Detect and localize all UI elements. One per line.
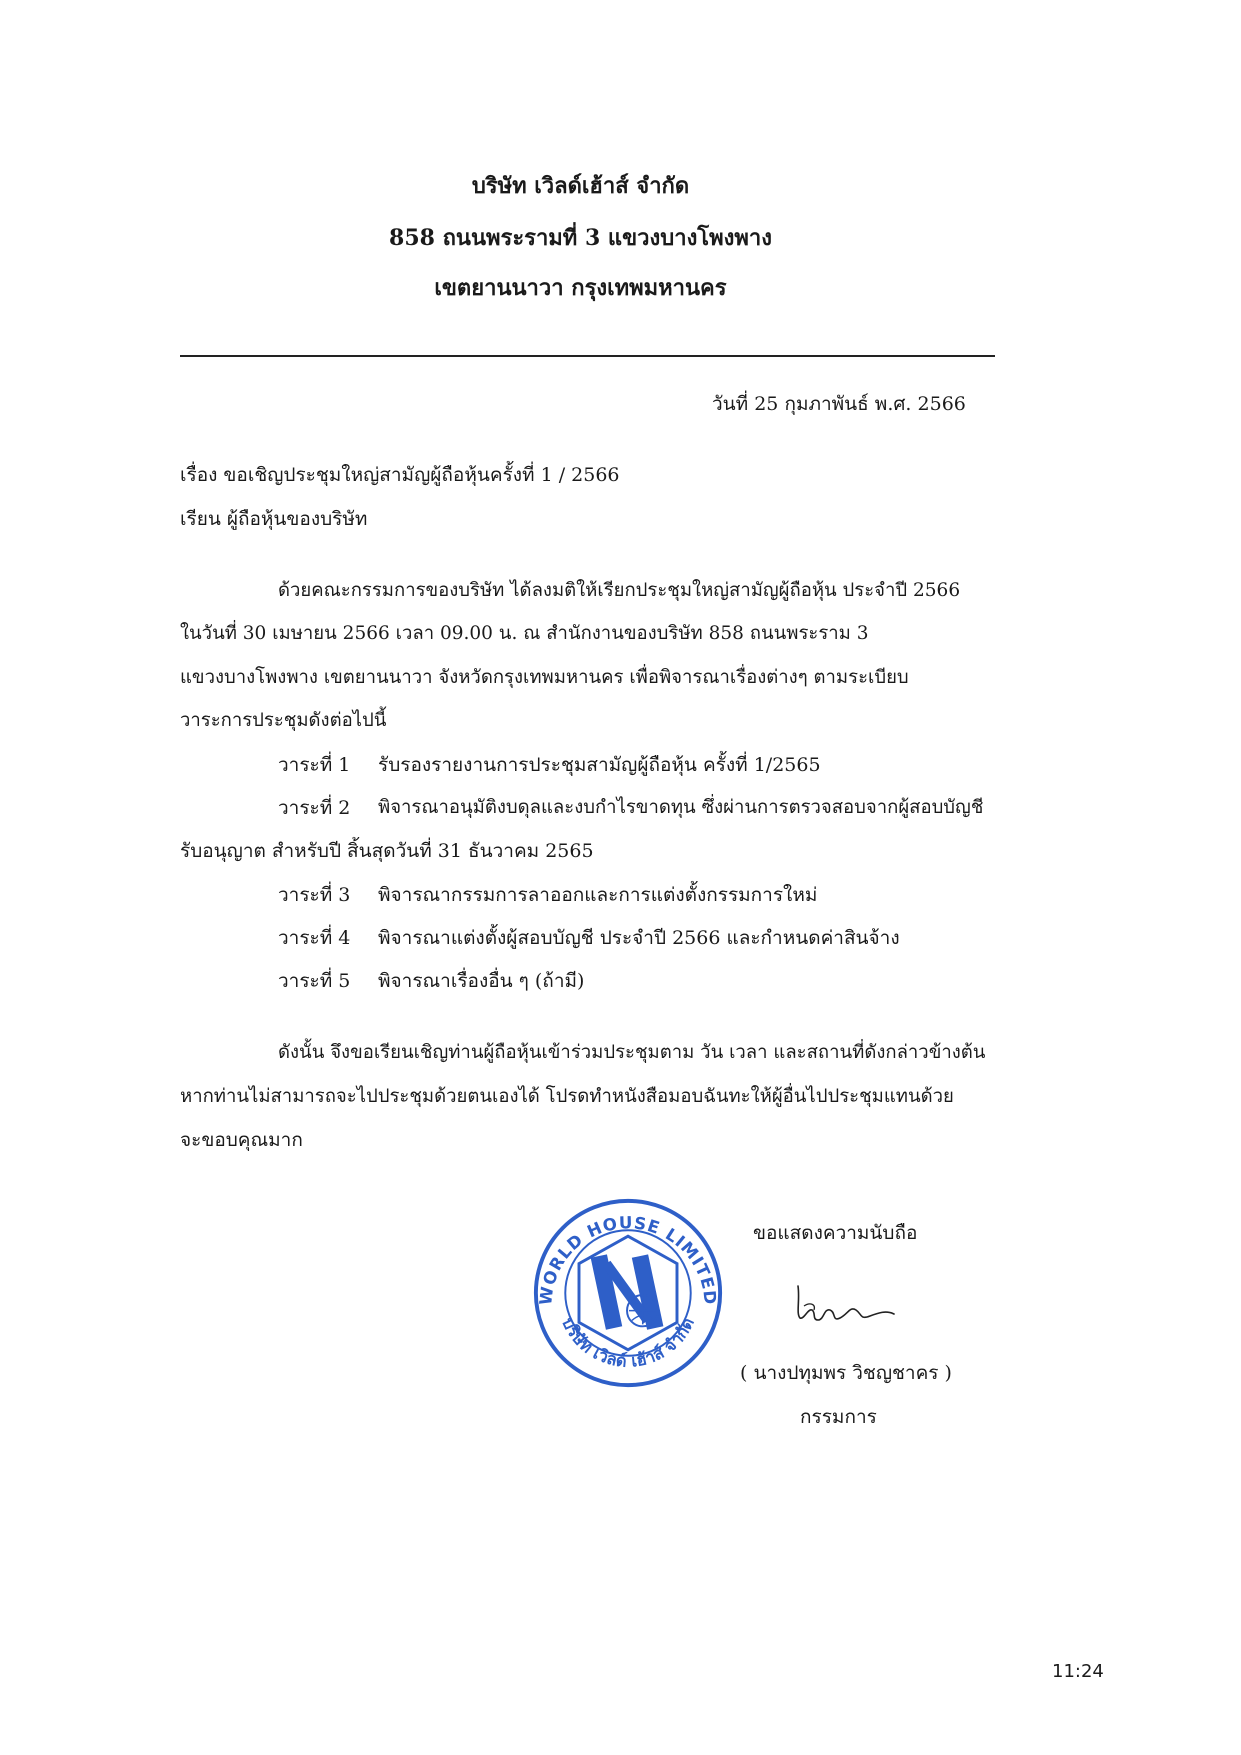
agenda-text: พิจารณาเรื่องอื่น ๆ (ถ้ามี) [378,970,585,992]
agenda-label: วาระที่ 5 [278,970,351,992]
agenda-text-continued: รับอนุญาต สำหรับปี สิ้นสุดวันที่ 31 ธันวาคม 2565 [180,840,594,862]
signatory-title: กรรมการ [800,1406,877,1428]
seal-text-th: บริษัท เวิลด์ เฮ้าส์ จำกัด [558,1314,698,1371]
svg-text:บริษัท เวิลด์ เฮ้าส์ จำกัด [558,1315,698,1371]
agenda-text: รับรองรายงานการประชุมสามัญผู้ถือหุ้น ครั้งที่ 1/2565 [378,754,821,776]
address-line-1: 858 ถนนพระรามที่ 3 แขวงบางโพงพาง [389,225,772,251]
letter-subject: เรื่อง ขอเชิญประชุมใหญ่สามัญผู้ถือหุ้นครั้งที่ 1 / 2566 [180,464,620,486]
agenda-label: วาระที่ 1 [278,754,351,776]
handwritten-signature [790,1280,900,1330]
closing-line-3: จะขอบคุณมาก [180,1129,303,1151]
address-line-2: เขตยานนาวา กรุงเทพมหานคร [434,275,727,301]
body-line-1: ด้วยคณะกรรมการของบริษัท ได้ลงมติให้เรียกประชุมใหญ่สามัญผู้ถือหุ้น ประจำปี 2566 [278,580,961,601]
letter-date: วันที่ 25 กุมภาพันธ์ พ.ศ. 2566 [712,393,966,415]
letter-recipient: เรียน ผู้ถือหุ้นของบริษัท [180,508,368,530]
closing-regards: ขอแสดงความนับถือ [753,1222,918,1244]
agenda-label: วาระที่ 2 [278,797,351,819]
agenda-text: พิจารณาแต่งตั้งผู้สอบบัญชี ประจำปี 2566 และกำหนดค่าสินจ้าง [378,927,900,949]
agenda-text: พิจารณาอนุมัติงบดุลและงบกำไรขาดทุน ซึ่งผ่านการตรวจสอบจากผู้สอบบัญชี [378,797,984,818]
closing-line-1: ดังนั้น จึงขอเรียนเชิญท่านผู้ถือหุ้นเข้าร่วมประชุมตาม วัน เวลา และสถานที่ดังกล่าวข้างต้น [278,1042,986,1063]
signatory-name: ( นางปทุมพร วิชญชาคร ) [740,1362,952,1384]
body-line-2: ในวันที่ 30 เมษายน 2566 เวลา 09.00 น. ณ สำนักงานของบริษัท 858 ถนนพระราม 3 [180,623,869,644]
body-line-4: วาระการประชุมดังต่อไปนี้ [180,710,387,731]
header-divider [180,355,995,357]
company-name: บริษัท เวิลด์เฮ้าส์ จำกัด [471,173,690,199]
seal-text-en: WORLD HOUSE LIMITED [536,1213,720,1307]
company-seal-stamp [530,1195,726,1391]
agenda-text: พิจารณากรรมการลาออกและการแต่งตั้งกรรมการใหม่ [378,884,818,906]
body-line-3: แขวงบางโพงพาง เขตยานนาวา จังหวัดกรุงเทพมหานคร เพื่อพิจารณาเรื่องต่างๆ ตามระเบียบ [180,667,909,688]
agenda-label: วาระที่ 4 [278,927,351,949]
closing-line-2: หากท่านไม่สามารถจะไปประชุมด้วยตนเองได้ โปรดทำหนังสือมอบฉันทะให้ผู้อื่นไปประชุมแทนด้วย [180,1086,954,1107]
agenda-label: วาระที่ 3 [278,884,351,906]
page-number: 11:24 [1052,1661,1104,1682]
